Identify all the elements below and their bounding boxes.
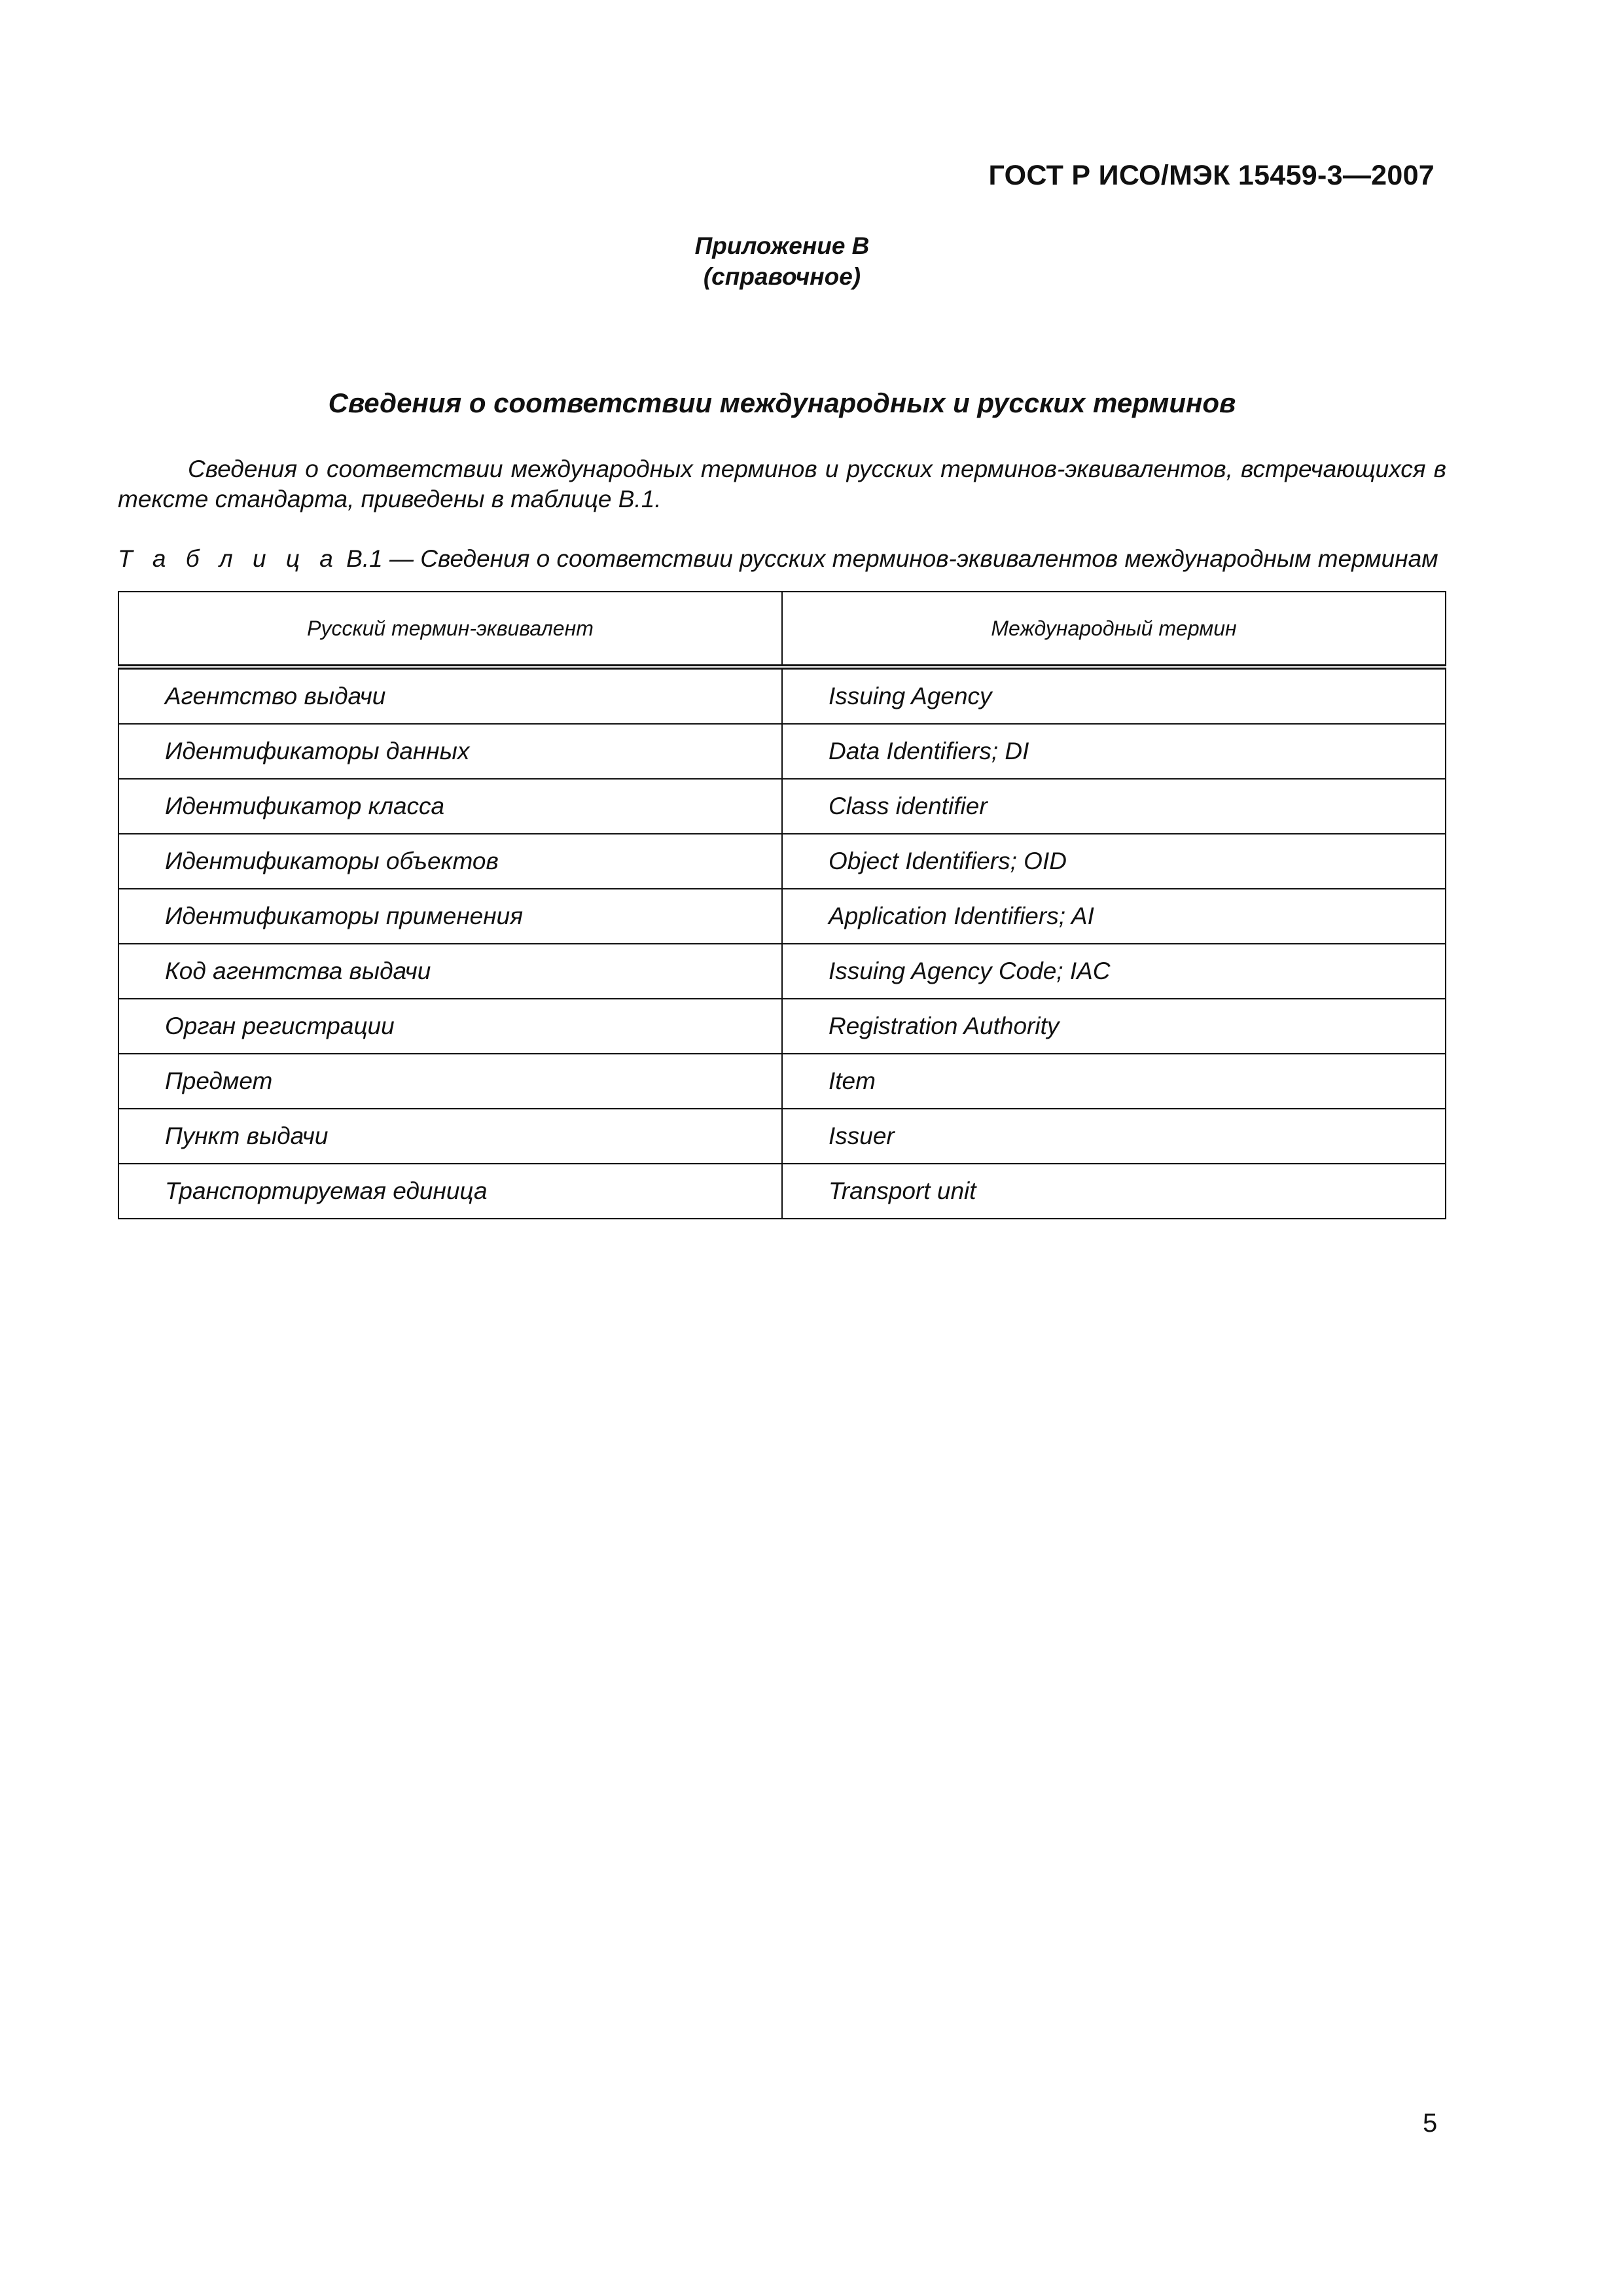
russian-term-cell: Идентификаторы объектов — [118, 834, 782, 889]
russian-term-cell: Идентификаторы применения — [118, 889, 782, 944]
header-russian-term: Русский термин-эквивалент — [118, 592, 782, 667]
document-code: ГОСТ Р ИСО/МЭК 15459-3—2007 — [988, 160, 1435, 191]
intro-paragraph: Сведения о соответствии международных терминов и русских терминов-эквивалентов, встречающихся в тексте стандарта, приведены в таблице В.1. — [118, 456, 1446, 512]
table-row — [118, 834, 1446, 889]
international-term-cell: Issuer — [782, 1109, 1446, 1164]
russian-term-cell: Транспортируемая единица — [118, 1164, 782, 1219]
table-row — [118, 1054, 1446, 1109]
page-number: 5 — [1423, 2109, 1438, 2138]
table-row — [118, 667, 1446, 724]
terms-table — [118, 591, 1446, 1219]
international-term-cell: Issuing Agency Code; IAC — [782, 944, 1446, 999]
russian-term-cell: Предмет — [118, 1054, 782, 1109]
table-row — [118, 1164, 1446, 1219]
table-row — [118, 889, 1446, 944]
appendix-title: Приложение В — [694, 232, 870, 259]
international-term-cell: Object Identifiers; OID — [782, 834, 1446, 889]
table-row — [118, 779, 1446, 834]
international-term-cell: Item — [782, 1054, 1446, 1109]
russian-term-cell: Идентификатор класса — [118, 779, 782, 834]
international-term-cell: Class identifier — [782, 779, 1446, 834]
table-caption-text: В.1 — Сведения о соответствии русских терминов-эквивалентов международным терминам — [339, 545, 1438, 572]
russian-term-cell: Код агентства выдачи — [118, 944, 782, 999]
international-term-cell: Data Identifiers; DI — [782, 724, 1446, 779]
table-row — [118, 724, 1446, 779]
international-term-cell: Issuing Agency — [782, 667, 1446, 724]
table-row — [118, 1109, 1446, 1164]
appendix-status: (справочное) — [703, 263, 861, 290]
international-term-cell: Application Identifiers; AI — [782, 889, 1446, 944]
table-caption-label: Т а б л и ц а — [118, 545, 340, 572]
table-row — [118, 944, 1446, 999]
russian-term-cell: Орган регистрации — [118, 999, 782, 1054]
table-header-row — [118, 592, 1446, 667]
russian-term-cell: Пункт выдачи — [118, 1109, 782, 1164]
table-caption — [118, 545, 1466, 573]
header-international-term: Международный термин — [782, 592, 1446, 667]
russian-term-cell: Идентификаторы данных — [118, 724, 782, 779]
appendix-heading — [0, 230, 1564, 292]
table-row — [118, 999, 1446, 1054]
russian-term-cell: Агентство выдачи — [118, 667, 782, 724]
international-term-cell: Registration Authority — [782, 999, 1446, 1054]
international-term-cell: Transport unit — [782, 1164, 1446, 1219]
section-title: Сведения о соответствии международных и русских терминов — [328, 387, 1236, 418]
